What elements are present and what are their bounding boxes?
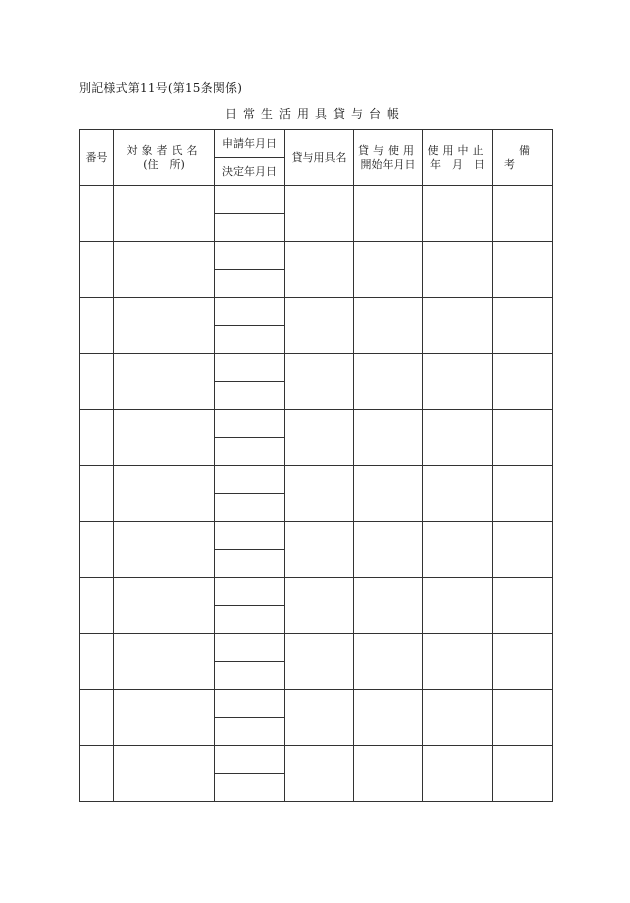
remarks-cell[interactable] (493, 522, 553, 578)
decision-date-cell[interactable] (215, 774, 285, 802)
number-cell[interactable] (80, 690, 114, 746)
subject-cell[interactable] (114, 578, 215, 634)
equipment-name-cell[interactable] (285, 298, 354, 354)
application-date-cell[interactable] (215, 354, 285, 382)
ledger-entry-row (80, 746, 553, 774)
ledger-entry-row (80, 186, 553, 214)
header-subject-address: (住 所) (143, 157, 185, 171)
document-title: 日常生活用具貸与台帳 (224, 107, 405, 121)
application-date-cell[interactable] (215, 466, 285, 494)
header-remarks-label: 備考 (504, 143, 556, 171)
subject-cell[interactable] (114, 298, 215, 354)
subject-cell[interactable] (114, 186, 215, 242)
equipment-name-cell[interactable] (285, 354, 354, 410)
remarks-cell[interactable] (493, 298, 553, 354)
suspension-date-cell[interactable] (423, 242, 493, 298)
loan-start-date-cell[interactable] (354, 298, 423, 354)
loan-start-date-cell[interactable] (354, 690, 423, 746)
remarks-cell[interactable] (493, 186, 553, 242)
remarks-cell[interactable] (493, 354, 553, 410)
decision-date-cell[interactable] (215, 550, 285, 578)
header-suspension-line2: 年 月 日 (430, 157, 485, 171)
header-subject-name: 対象者氏名 (126, 143, 202, 157)
remarks-cell[interactable] (493, 466, 553, 522)
loan-ledger-table (79, 129, 556, 802)
subject-cell[interactable] (114, 466, 215, 522)
suspension-date-cell[interactable] (423, 354, 493, 410)
header-loan-start-line1: 貸与使用 (358, 143, 418, 157)
header-suspension (423, 130, 493, 186)
equipment-name-cell[interactable] (285, 634, 354, 690)
header-decision-date: 決定年月日 (215, 158, 285, 186)
remarks-cell[interactable] (493, 410, 553, 466)
number-cell[interactable] (80, 634, 114, 690)
header-application-date: 申請年月日 (215, 130, 285, 158)
equipment-name-cell[interactable] (285, 522, 354, 578)
header-subject (114, 130, 215, 186)
header-number: 番号 (80, 130, 114, 186)
loan-start-date-cell[interactable] (354, 522, 423, 578)
number-cell[interactable] (80, 578, 114, 634)
ledger-entry-row (80, 578, 553, 606)
subject-cell[interactable] (114, 634, 215, 690)
application-date-cell[interactable] (215, 410, 285, 438)
application-date-cell[interactable] (215, 186, 285, 214)
remarks-cell[interactable] (493, 746, 553, 802)
decision-date-cell[interactable] (215, 606, 285, 634)
number-cell[interactable] (80, 466, 114, 522)
header-loan-start-line2: 開始年月日 (360, 157, 416, 171)
decision-date-cell[interactable] (215, 438, 285, 466)
suspension-date-cell[interactable] (423, 522, 493, 578)
decision-date-cell[interactable] (215, 326, 285, 354)
application-date-cell[interactable] (215, 690, 285, 718)
equipment-name-cell[interactable] (285, 410, 354, 466)
form-number-label: 別記様式第11号(第15条関係) (79, 81, 243, 95)
equipment-name-cell[interactable] (285, 186, 354, 242)
ledger-entry-row (80, 522, 553, 550)
header-equipment-name: 貸与用具名 (285, 130, 354, 186)
suspension-date-cell[interactable] (423, 466, 493, 522)
remarks-cell[interactable] (493, 578, 553, 634)
number-cell[interactable] (80, 410, 114, 466)
loan-start-date-cell[interactable] (354, 186, 423, 242)
loan-start-date-cell[interactable] (354, 634, 423, 690)
decision-date-cell[interactable] (215, 662, 285, 690)
remarks-cell[interactable] (493, 242, 553, 298)
application-date-cell[interactable] (215, 298, 285, 326)
suspension-date-cell[interactable] (423, 298, 493, 354)
ledger-entry-row (80, 410, 553, 438)
subject-cell[interactable] (114, 242, 215, 298)
application-date-cell[interactable] (215, 522, 285, 550)
number-cell[interactable] (80, 354, 114, 410)
decision-date-cell[interactable] (215, 718, 285, 746)
equipment-name-cell[interactable] (285, 466, 354, 522)
equipment-name-cell[interactable] (285, 578, 354, 634)
equipment-name-cell[interactable] (285, 690, 354, 746)
equipment-name-cell[interactable] (285, 746, 354, 802)
subject-cell[interactable] (114, 354, 215, 410)
ledger-entry-row (80, 690, 553, 718)
number-cell[interactable] (80, 746, 114, 802)
loan-start-date-cell[interactable] (354, 410, 423, 466)
remarks-cell[interactable] (493, 690, 553, 746)
application-date-cell[interactable] (215, 746, 285, 774)
application-date-cell[interactable] (215, 634, 285, 662)
subject-cell[interactable] (114, 746, 215, 802)
ledger-entry-row (80, 242, 553, 270)
loan-start-date-cell[interactable] (354, 354, 423, 410)
decision-date-cell[interactable] (215, 494, 285, 522)
header-row (80, 130, 553, 158)
remarks-cell[interactable] (493, 634, 553, 690)
decision-date-cell[interactable] (215, 382, 285, 410)
loan-start-date-cell[interactable] (354, 578, 423, 634)
header-loan-start (354, 130, 423, 186)
suspension-date-cell[interactable] (423, 578, 493, 634)
ledger-entry-row (80, 634, 553, 662)
decision-date-cell[interactable] (215, 270, 285, 298)
subject-cell[interactable] (114, 522, 215, 578)
number-cell[interactable] (80, 186, 114, 242)
subject-cell[interactable] (114, 690, 215, 746)
number-cell[interactable] (80, 522, 114, 578)
decision-date-cell[interactable] (215, 214, 285, 242)
suspension-date-cell[interactable] (423, 410, 493, 466)
ledger-body (80, 186, 553, 802)
loan-start-date-cell[interactable] (354, 242, 423, 298)
loan-start-date-cell[interactable] (354, 466, 423, 522)
header-remarks (493, 130, 556, 186)
suspension-date-cell[interactable] (423, 690, 493, 746)
suspension-date-cell[interactable] (423, 746, 493, 802)
subject-cell[interactable] (114, 410, 215, 466)
ledger-entry-row (80, 298, 553, 326)
ledger-entry-row (80, 466, 553, 494)
suspension-date-cell[interactable] (423, 634, 493, 690)
application-date-cell[interactable] (215, 242, 285, 270)
number-cell[interactable] (80, 242, 114, 298)
loan-start-date-cell[interactable] (354, 746, 423, 802)
suspension-date-cell[interactable] (423, 186, 493, 242)
ledger-entry-row (80, 354, 553, 382)
equipment-name-cell[interactable] (285, 242, 354, 298)
application-date-cell[interactable] (215, 578, 285, 606)
header-suspension-line1: 使用中止 (427, 143, 488, 157)
number-cell[interactable] (80, 298, 114, 354)
